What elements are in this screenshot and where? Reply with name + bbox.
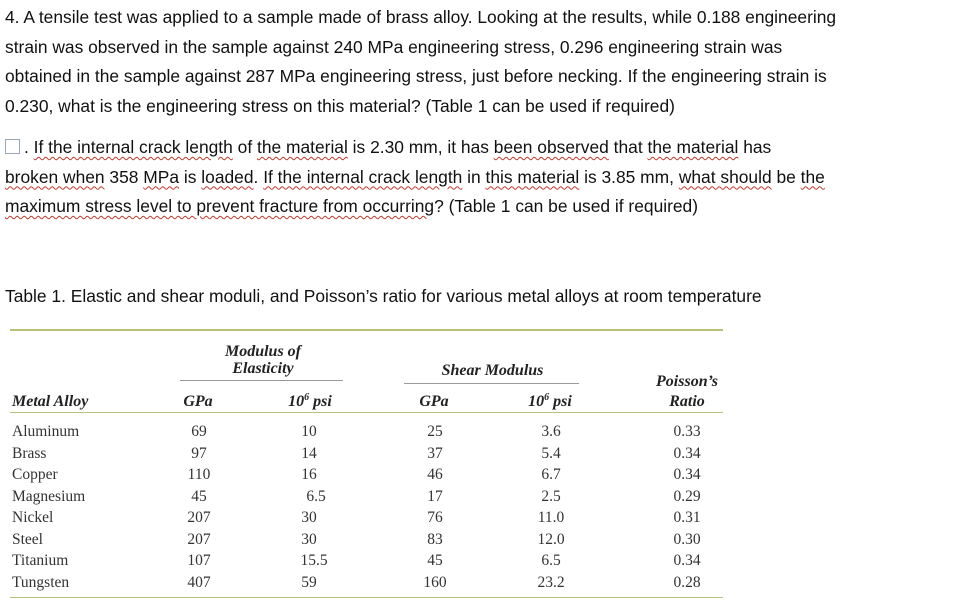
text-span: the (800, 166, 825, 187)
cell-alloy: Nickel (12, 509, 54, 526)
cell-poisson: 0.34 (673, 552, 701, 569)
column-alloy (12, 421, 85, 593)
cell-e-gpa: 207 (187, 530, 211, 548)
cell-alloy: Copper (12, 466, 58, 483)
header-e-gpa: GPa (183, 393, 213, 410)
cell-e-psi: 15.5 (300, 552, 328, 569)
cell-g-gpa: 25 (427, 423, 443, 440)
header-modulus-line-1: Modulus of (224, 343, 302, 360)
cell-e-psi: 14 (301, 444, 317, 462)
header-g-gpa: GPa (419, 393, 449, 410)
cell-e-psi: 30 (301, 530, 317, 548)
cell-poisson: 0.34 (673, 466, 701, 483)
cell-g-psi: 6.5 (541, 552, 561, 569)
question-4-line: 0.230, what is the engineering stress on this material? (Table 1 can be used if required) (5, 95, 675, 116)
cell-g-psi: 5.4 (541, 444, 561, 462)
column-e-psi (286, 421, 332, 593)
text-span: has (738, 137, 772, 157)
cell-g-gpa: 45 (427, 552, 443, 569)
text-span: the material (647, 137, 739, 157)
text-span: 358 (104, 166, 144, 187)
question-4-line: obtained in the sample against 287 MPa engineering stress, just before necking. If the engineering strain is (5, 66, 827, 86)
cell-e-gpa: 107 (187, 552, 211, 569)
cell-poisson: 0.28 (673, 573, 701, 591)
modulus-group-rule (180, 380, 343, 381)
text-span: what should (678, 166, 772, 187)
cell-alloy: Aluminum (12, 423, 80, 440)
text-span: maximum stress level to prevent fracture from occurring (5, 196, 435, 216)
cell-g-gpa: 160 (423, 573, 447, 591)
cell-poisson: 0.34 (673, 444, 701, 462)
text-span: that (608, 137, 648, 157)
cell-poisson: 0.31 (673, 509, 701, 526)
cell-e-gpa: 207 (187, 509, 211, 526)
cell-alloy: Magnesium (12, 487, 86, 505)
header-e-psi (270, 393, 350, 411)
text-span: loaded (201, 166, 254, 187)
cell-e-gpa: 97 (191, 444, 207, 462)
cell-e-gpa: 69 (191, 423, 207, 440)
psi-prefix: 10 (288, 393, 305, 410)
header-g-psi (510, 393, 590, 411)
text-span: is 2.30 mm, it has (347, 137, 494, 157)
cell-g-psi: 3.6 (541, 423, 561, 440)
question-4-line: 4. A tensile test was applied to a sample made of brass alloy. Looking at the results, while 0.188 engineering (5, 7, 837, 27)
cell-e-gpa: 407 (187, 573, 211, 591)
table-top-rule (10, 329, 723, 331)
text-span: the material (256, 137, 348, 157)
psi-suffix: psi (549, 393, 572, 410)
header-poisson-line-2: Ratio (669, 393, 705, 410)
cell-g-gpa: 17 (427, 487, 443, 505)
cell-g-psi: 12.0 (537, 530, 565, 548)
cell-g-psi: 6.7 (541, 466, 561, 483)
table-header-rule (10, 412, 723, 413)
psi-exponent: 6 (544, 392, 550, 403)
text-span: is 3.85 mm, (579, 166, 679, 187)
header-metal-alloy: Metal Alloy (12, 393, 89, 410)
question-4-line: strain was observed in the sample against 240 MPa engineering stress, 0.296 engineering strain was (5, 36, 783, 57)
text-span: is (179, 166, 202, 187)
cell-e-gpa: 110 (187, 466, 211, 483)
text-span: ? (Table 1 can be used if required) (434, 196, 699, 216)
cell-g-psi: 2.5 (541, 487, 561, 505)
text-span: If the internal crack length (33, 137, 233, 157)
text-span: MPa (143, 166, 180, 187)
table-bottom-rule (10, 597, 723, 598)
text-span: in (462, 166, 486, 187)
header-shear-modulus: Shear Modulus (441, 362, 544, 379)
text-span: broken when (5, 166, 105, 187)
text-span: be (771, 166, 801, 187)
column-e-gpa (176, 421, 222, 593)
cell-g-gpa: 83 (427, 530, 443, 548)
cell-g-gpa: 46 (427, 466, 443, 483)
cell-e-psi: 16 (301, 466, 317, 483)
shear-group-rule (404, 383, 579, 384)
cell-g-psi: 11.0 (537, 509, 565, 526)
column-poisson (662, 421, 712, 593)
cell-g-gpa: 76 (427, 509, 443, 526)
text-span: of (232, 137, 257, 157)
text-span: been observed (493, 137, 609, 157)
bullet-suffix: . (24, 137, 34, 157)
text-span: . (253, 166, 264, 187)
column-g-psi (526, 421, 576, 593)
psi-suffix: psi (309, 393, 332, 410)
psi-prefix: 10 (528, 393, 545, 410)
column-g-gpa (412, 421, 458, 593)
cell-e-psi: 59 (301, 573, 317, 591)
cell-alloy: Steel (12, 530, 43, 548)
cell-g-gpa: 37 (427, 444, 443, 462)
cell-e-psi: 6.5 (306, 487, 326, 505)
cell-alloy: Brass (12, 444, 47, 462)
text-span: this material (485, 166, 580, 187)
cell-e-psi: 10 (301, 423, 317, 440)
cell-poisson: 0.33 (673, 423, 701, 440)
table-caption: Table 1. Elastic and shear moduli, and Poisson’s ratio for various metal alloys at room temperature (5, 286, 762, 306)
header-poisson-line-1: Poisson’s (656, 373, 718, 390)
cell-poisson: 0.30 (673, 530, 701, 548)
cell-alloy: Titanium (12, 552, 69, 569)
cell-g-psi: 23.2 (537, 573, 565, 591)
text-span: If the internal crack length (263, 166, 463, 187)
cell-poisson: 0.29 (673, 487, 701, 505)
psi-exponent: 6 (304, 392, 310, 403)
cell-alloy: Tungsten (12, 573, 70, 591)
header-modulus-line-2: Elasticity (232, 360, 294, 377)
cell-e-psi: 30 (301, 509, 317, 526)
cell-e-gpa: 45 (191, 487, 207, 505)
